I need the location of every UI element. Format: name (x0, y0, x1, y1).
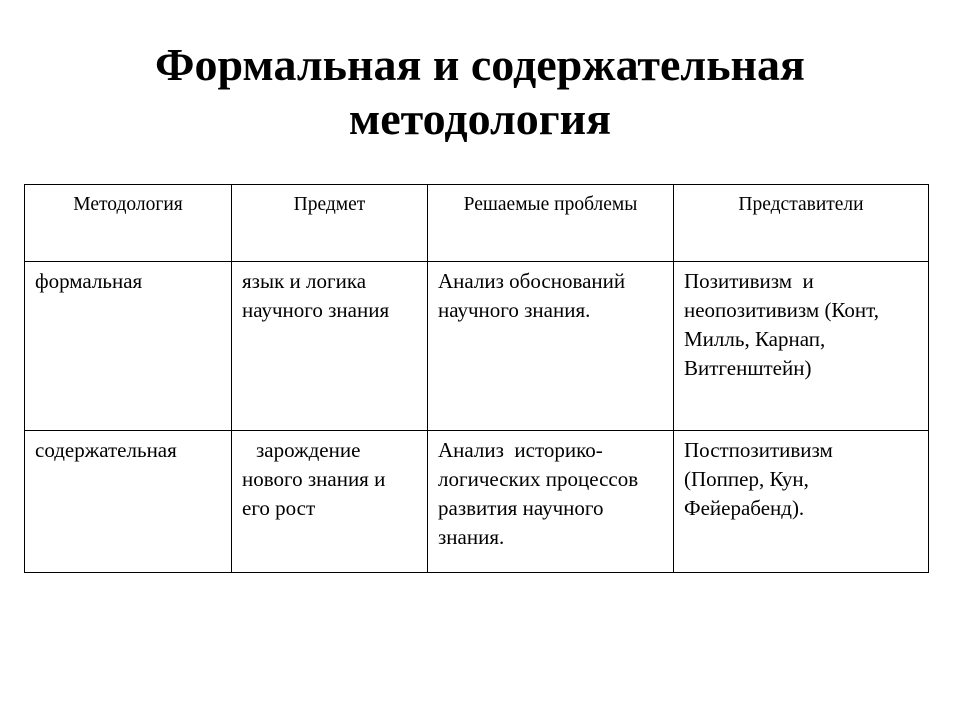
cell-problems-text: Анализ историко-логических процессов развития научного знания. (438, 438, 644, 549)
cell-representatives-text: Позитивизм и неопозитивизм (Конт, Милль, Карнап, Витгенштейн) (684, 269, 885, 380)
cell-subject-text: зарождение нового знания и его рост (242, 438, 386, 520)
cell-representatives-text: Постпозитивизм (Поппер, Кун, Фейерабенд). (684, 438, 833, 520)
cell-problems (428, 262, 674, 431)
cell-subject-text: язык и логика научного знания (242, 269, 390, 322)
cell-problems-text: Анализ обоснований научного знания. (438, 269, 626, 322)
cell-subject (232, 431, 428, 573)
cell-methodology-text: формальная (35, 269, 143, 293)
cell-representatives (674, 431, 929, 573)
header-problems: Решаемые проблемы (428, 185, 674, 262)
table-row (25, 431, 929, 573)
slide-title (0, 38, 960, 146)
table-row (25, 262, 929, 431)
slide-title-line-2: методология (348, 93, 612, 144)
methodology-table (24, 184, 929, 573)
cell-methodology-text: содержательная (35, 438, 177, 462)
slide-title-line-1: Формальная и содержательная (155, 39, 805, 90)
cell-problems (428, 431, 674, 573)
cell-methodology (25, 431, 232, 573)
table-header-row (25, 185, 929, 262)
cell-subject (232, 262, 428, 431)
cell-methodology (25, 262, 232, 431)
header-subject: Предмет (232, 185, 428, 262)
header-methodology: Методология (25, 185, 232, 262)
header-representatives: Представители (674, 185, 929, 262)
cell-representatives (674, 262, 929, 431)
